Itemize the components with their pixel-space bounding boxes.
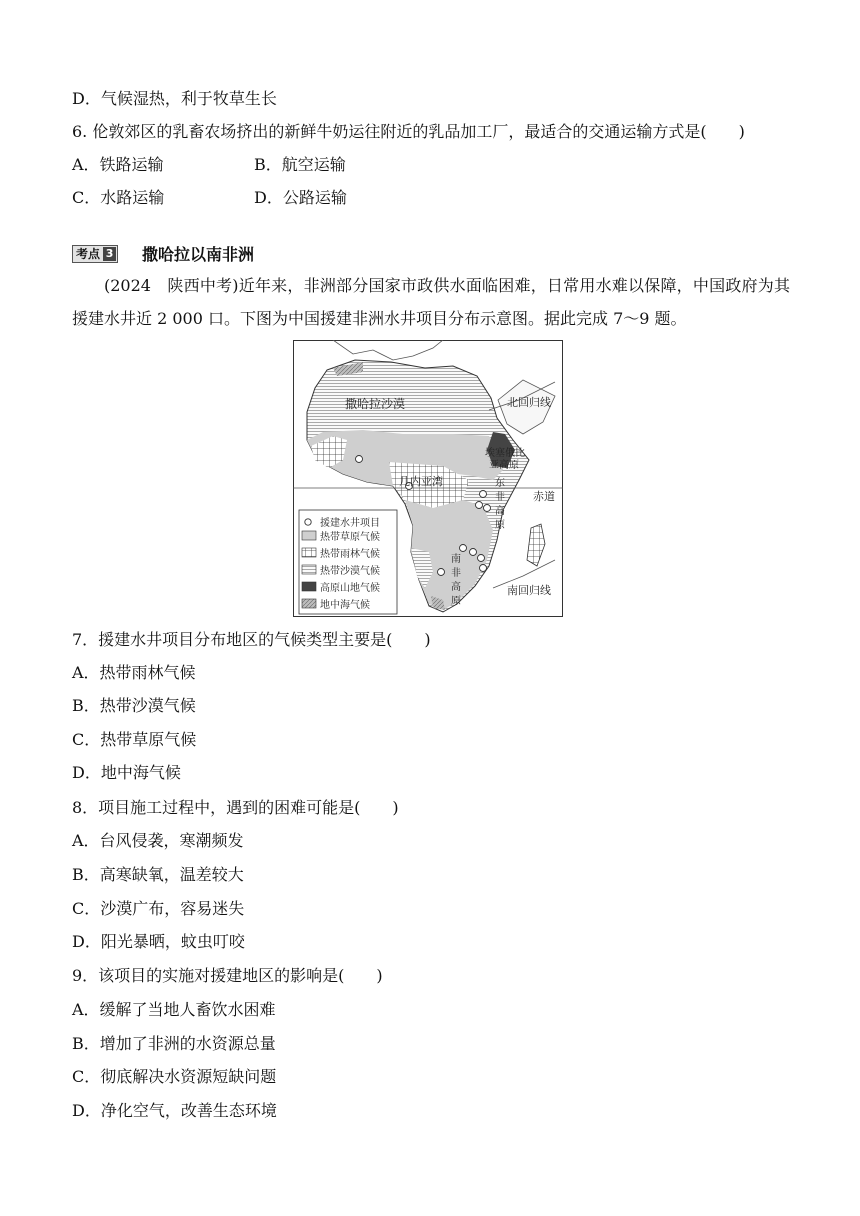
kaodian-badge <box>72 245 118 263</box>
label-south-africa-1: 南 <box>451 554 461 565</box>
question-8-option-d[interactable]: D．阳光暴晒，蚊虫叮咬 <box>72 932 245 951</box>
question-6-stem: 6. 伦敦郊区的乳畜农场挤出的新鲜牛奶运往附近的乳品加工厂，最适合的交通运输方式是( ) <box>72 122 745 141</box>
kaodian-badge-number: 3 <box>103 247 116 261</box>
prev-question-option-d: D．气候湿热，利于牧草生长 <box>72 89 277 108</box>
label-equator: 赤道 <box>533 490 555 503</box>
label-south-africa-2: 非 <box>451 568 461 579</box>
label-east-africa-2: 非 <box>495 492 505 503</box>
question-6-option-a[interactable]: A．铁路运输 <box>72 155 164 174</box>
intro-paragraph: (2024 陕西中考)近年来，非洲部分国家市政供水面临困难，日常用水难以保障，中国政府为其援建水井近 2 000 口。下图为中国援建非洲水井项目分布示意图。据此完成 7～9 题。 <box>72 276 790 328</box>
question-8-option-c[interactable]: C．沙漠广布，容易迷失 <box>72 899 245 918</box>
legend-rainforest-swatch <box>302 548 316 557</box>
section-header <box>72 242 254 265</box>
question-6-option-c[interactable]: C．水路运输 <box>72 188 165 207</box>
label-tropic-capricorn: 南回归线 <box>507 584 551 597</box>
legend-well-icon <box>305 519 311 525</box>
question-8-option-a[interactable]: A．台风侵袭，寒潮频发 <box>72 831 244 850</box>
label-south-africa-4: 原 <box>451 596 461 607</box>
question-9-option-d[interactable]: D．净化空气，改善生态环境 <box>72 1101 277 1120</box>
label-east-africa-3: 高 <box>495 506 505 517</box>
label-east-africa-4: 原 <box>495 520 505 531</box>
section-title: 撒哈拉以南非洲 <box>142 245 255 264</box>
legend-label: 热带草原气候 <box>320 532 380 543</box>
question-9-option-c[interactable]: C．彻底解决水资源短缺问题 <box>72 1067 277 1086</box>
question-7-option-d[interactable]: D．地中海气候 <box>72 763 181 782</box>
label-east-africa-1: 东 <box>495 478 505 489</box>
question-7-option-c[interactable]: C．热带草原气候 <box>72 730 197 749</box>
well-point <box>470 549 477 556</box>
legend-label: 高原山地气候 <box>320 583 380 594</box>
label-south-africa-3: 高 <box>451 582 461 593</box>
question-9-stem: 9．该项目的实施对援建地区的影响是( ) <box>72 966 383 985</box>
legend-savanna-swatch <box>302 531 316 540</box>
legend-label: 热带雨林气候 <box>320 549 380 560</box>
kaodian-badge-label: 考点 <box>76 247 101 261</box>
label-sahara: 撒哈拉沙漠 <box>345 397 406 411</box>
label-ethiopia-2: 亚高原 <box>489 460 519 471</box>
question-6-option-b[interactable]: B．航空运输 <box>254 155 346 174</box>
label-tropic-cancer: 北回归线 <box>507 396 551 409</box>
africa-map-figure <box>293 340 563 617</box>
africa-map <box>293 340 563 617</box>
label-guinea-gulf: 几内亚湾 <box>399 475 443 488</box>
question-9-option-a[interactable]: A．缓解了当地人畜饮水困难 <box>72 1000 276 1019</box>
well-point <box>460 545 467 552</box>
well-point <box>484 505 491 512</box>
question-8-stem: 8．项目施工过程中，遇到的困难可能是( ) <box>72 798 399 817</box>
question-6-option-d[interactable]: D．公路运输 <box>254 188 347 207</box>
question-7-stem: 7．援建水井项目分布地区的气候类型主要是( ) <box>72 630 431 649</box>
legend-highland-swatch <box>302 582 316 591</box>
legend-label: 援建水井项目 <box>320 518 380 529</box>
well-point <box>480 565 487 572</box>
legend-desert-swatch <box>302 565 316 574</box>
legend-mediterranean-swatch <box>302 599 316 608</box>
map-legend <box>299 510 397 614</box>
well-point <box>478 555 485 562</box>
question-9-option-b[interactable]: B．增加了非洲的水资源总量 <box>72 1034 276 1053</box>
question-7-option-b[interactable]: B．热带沙漠气候 <box>72 696 196 715</box>
legend-label: 地中海气候 <box>320 600 370 611</box>
legend-label: 热带沙漠气候 <box>320 566 380 577</box>
question-8-option-b[interactable]: B．高寒缺氧，温差较大 <box>72 865 244 884</box>
question-7-option-a[interactable]: A．热带雨林气候 <box>72 663 196 682</box>
well-point <box>438 569 445 576</box>
label-ethiopia-1: 埃塞俄比 <box>485 448 525 459</box>
well-point <box>476 502 483 509</box>
well-point <box>480 491 487 498</box>
well-point <box>356 456 363 463</box>
